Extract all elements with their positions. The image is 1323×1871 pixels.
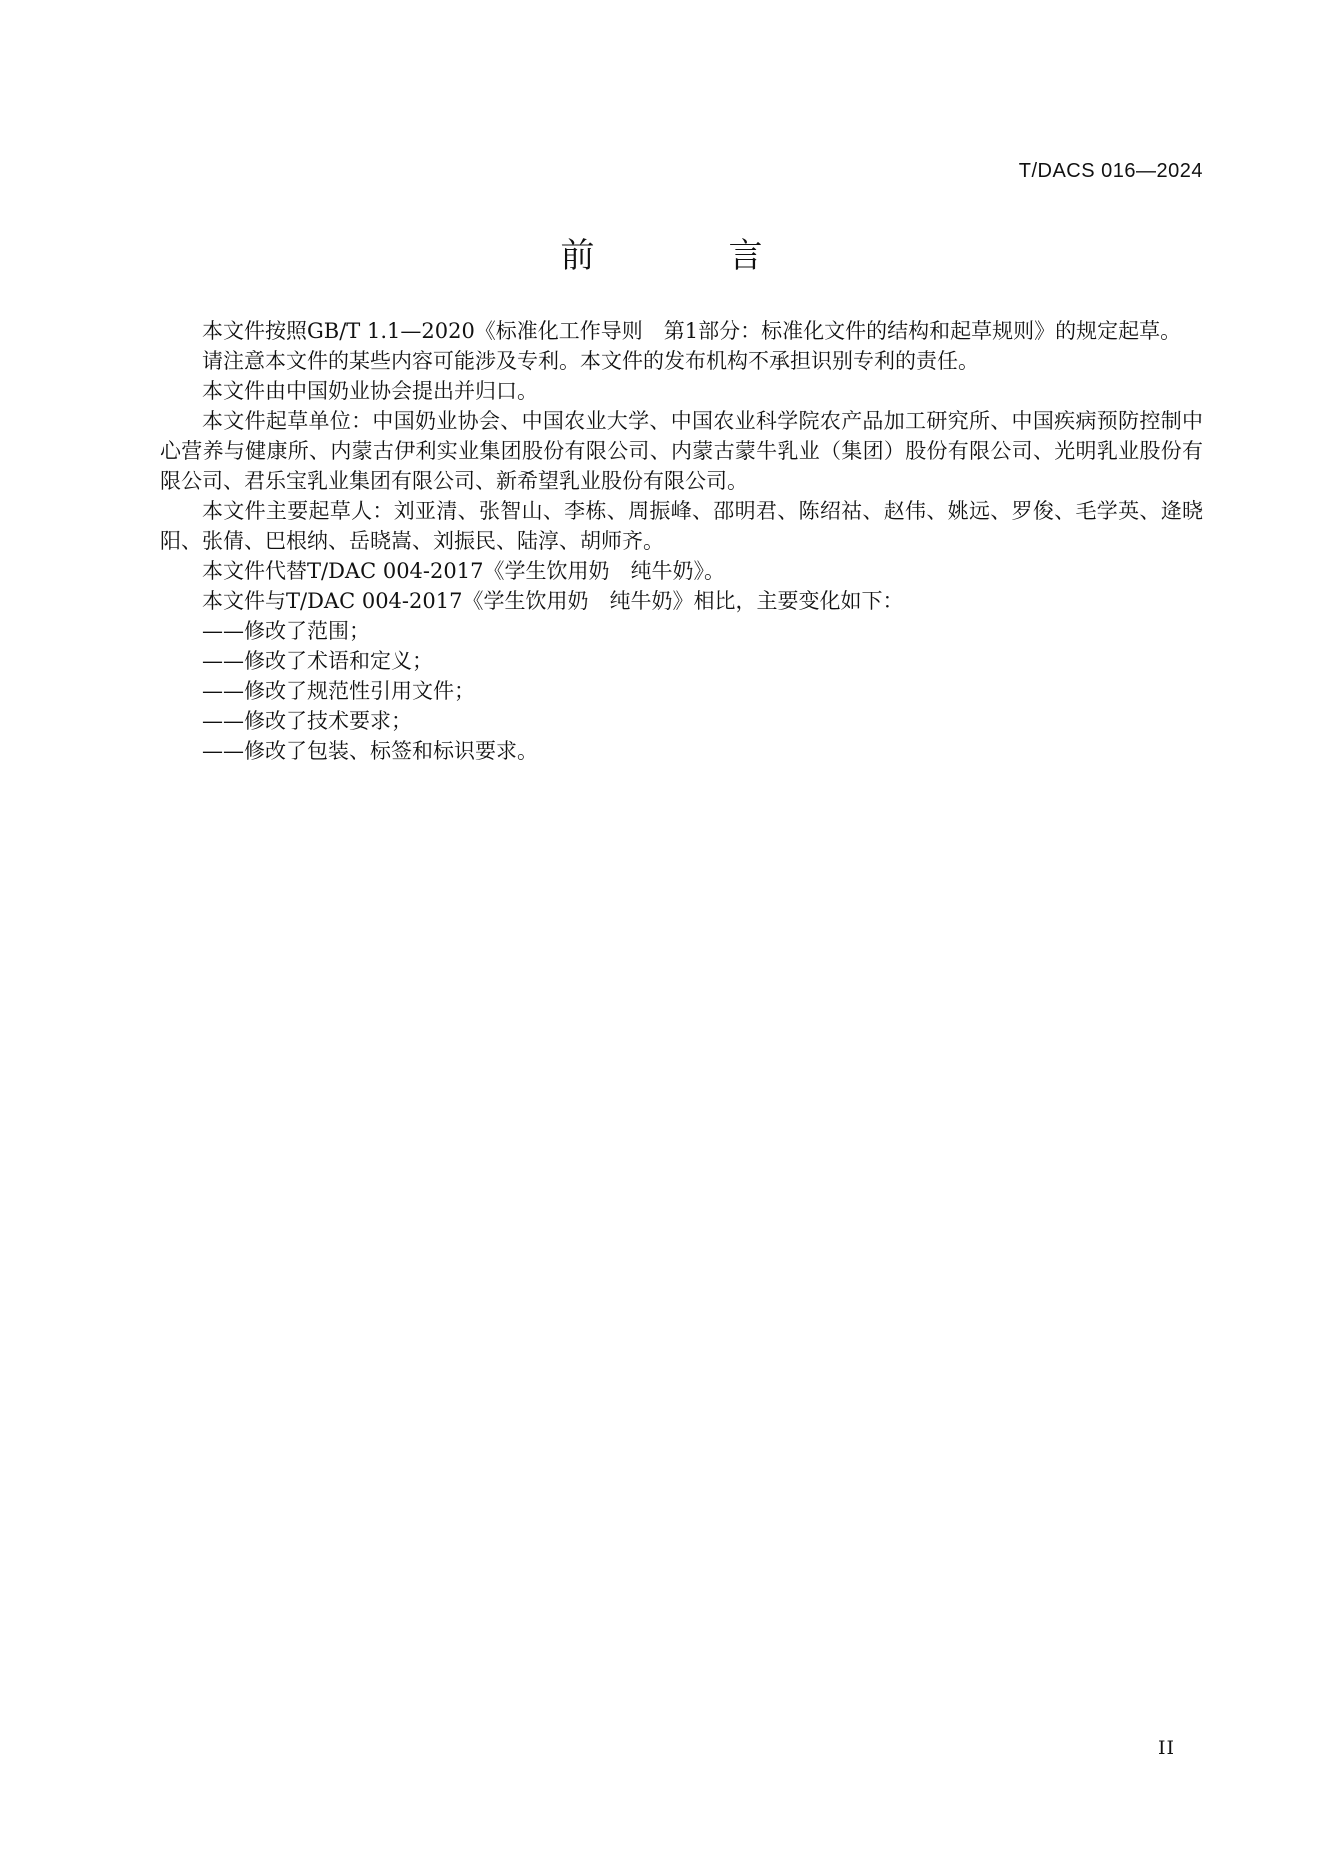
paragraph-replacement: 本文件代替T/DAC 004-2017《学生饮用奶 纯牛奶》。: [202, 559, 725, 583]
page-title: 前 言: [560, 236, 813, 276]
page-number: II: [1157, 1737, 1175, 1759]
change-item: ——修改了术语和定义；: [202, 649, 433, 673]
change-item: ——修改了技术要求；: [202, 709, 412, 733]
paragraph-changes-intro: 本文件与T/DAC 004-2017《学生饮用奶 纯牛奶》相比，主要变化如下：: [202, 589, 904, 613]
paragraph-drafting-basis: 本文件按照GB/T 1.1—2020《标准化工作导则 第1部分：标准化文件的结构和起草规则》的规定起草。: [202, 319, 1182, 343]
change-item: ——修改了包装、标签和标识要求。: [202, 739, 538, 763]
document-code: T/DACS 016—2024: [1018, 160, 1203, 182]
change-item: ——修改了范围；: [202, 619, 370, 643]
preface-body: [160, 316, 1203, 766]
change-item: ——修改了规范性引用文件；: [202, 679, 475, 703]
paragraph-drafters: 本文件主要起草人：刘亚清、张智山、李栋、周振峰、邵明君、陈绍祜、赵伟、姚远、罗俊、毛学英、逄晓阳、张倩、巴根纳、岳晓嵩、刘振民、陆淳、胡师齐。: [160, 499, 1203, 553]
paragraph-proposer: 本文件由中国奶业协会提出并归口。: [202, 379, 538, 403]
paragraph-patent-notice: 请注意本文件的某些内容可能涉及专利。本文件的发布机构不承担识别专利的责任。: [202, 349, 979, 373]
paragraph-drafting-units: 本文件起草单位：中国奶业协会、中国农业大学、中国农业科学院农产品加工研究所、中国疾病预防控制中心营养与健康所、内蒙古伊利实业集团股份有限公司、内蒙古蒙牛乳业（集团）股份有限公司、光明乳业股份有限公司、君乐宝乳业集团有限公司、新希望乳业股份有限公司。: [160, 409, 1203, 493]
